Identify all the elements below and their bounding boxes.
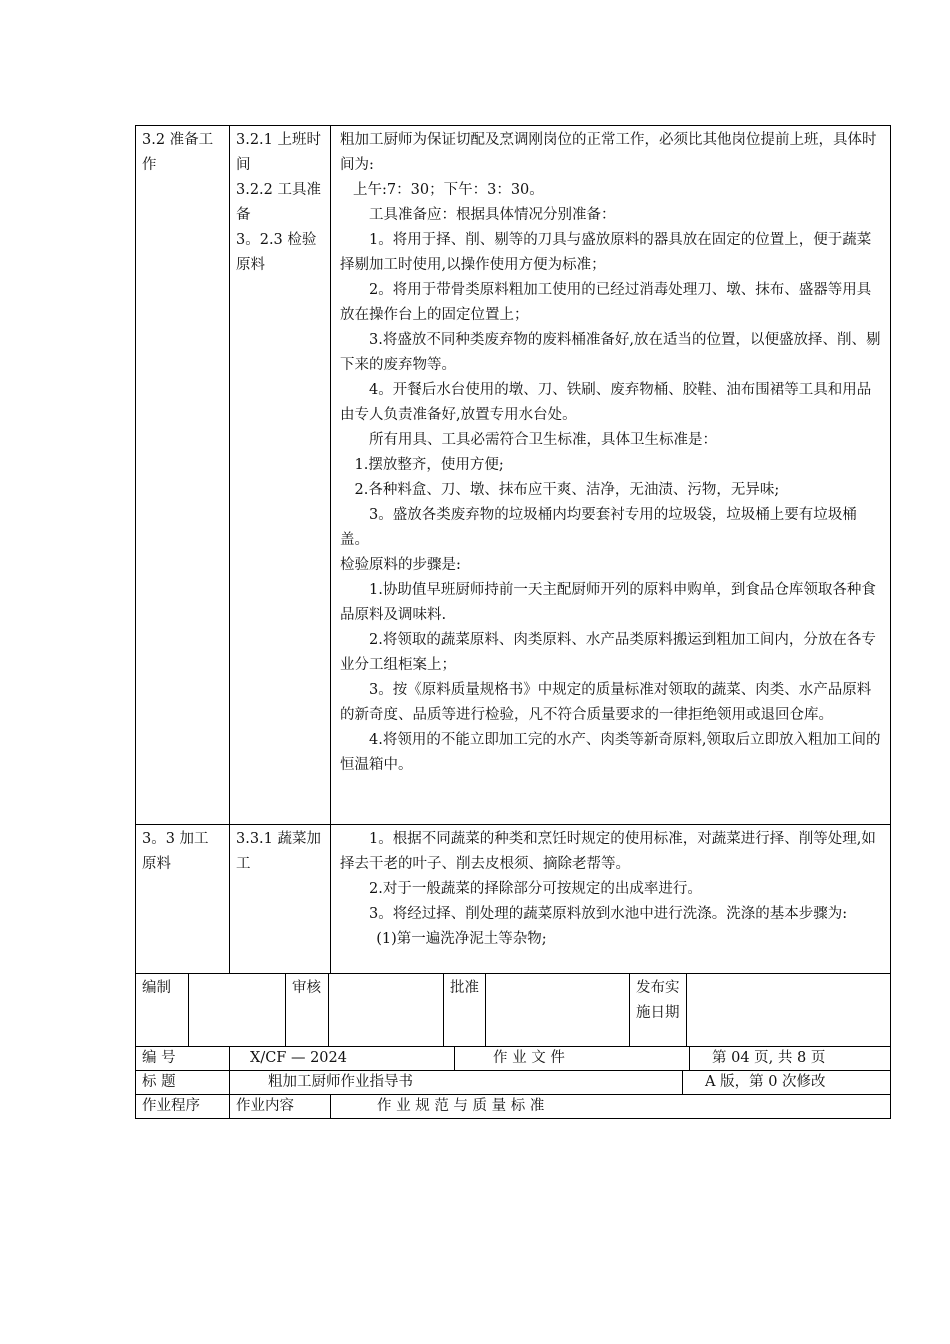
- procedure-table: [135, 125, 891, 974]
- paragraph: 2。将用于带骨类原料粗加工使用的已经过消毒处理刀、墩、抹布、盛器等用具放在操作台上的固定位置上；: [340, 282, 872, 323]
- sub-step-cell: [230, 126, 331, 825]
- paragraph: 检验原料的步骤是:: [340, 557, 461, 573]
- doc-number-value: X/CF — 2024: [230, 1047, 455, 1071]
- approve-label: 批准: [444, 974, 486, 1047]
- title-label: 标 题: [136, 1071, 230, 1095]
- sub-step-label: 3.2.2 工具准备: [236, 182, 322, 223]
- sub-step-label: 3.2.1 上班时间: [236, 132, 322, 173]
- sub-step-label: 3.3.1 蔬菜加工: [236, 831, 322, 872]
- column-content: 作业内容: [230, 1095, 331, 1119]
- paragraph: 1。将用于择、削、剔等的刀具与盛放原料的器具放在固定的位置上，便于蔬菜择剔加工时使用,以操作使用方便为标准；: [340, 232, 872, 273]
- paragraph: 3。将经过择、削处理的蔬菜原料放到水池中进行洗涤。洗涤的基本步骤为:: [369, 906, 848, 922]
- paragraph: 2.对于一般蔬菜的择除部分可按规定的出成率进行。: [369, 881, 702, 897]
- title-value: 粗加工厨师作业指导书: [230, 1071, 683, 1095]
- paragraph: 4。开餐后水台使用的墩、刀、铁刷、废弃物桶、胶鞋、油布围裙等工具和用品由专人负责准备好,放置专用水台处。: [340, 382, 872, 423]
- paragraph: 3。盛放各类废弃物的垃圾桶内均要套衬专用的垃圾袋，垃圾桶上要有垃圾桶盖。: [340, 507, 857, 548]
- version: A 版，第 0 次修改: [683, 1071, 891, 1095]
- paragraph: 上午:7：30；下午：3：30。: [353, 182, 544, 198]
- footer-row: [136, 1095, 891, 1119]
- paragraph: 所有用具、工具必需符合卫生标准，具体卫生标准是：: [369, 432, 717, 448]
- footer-table: [135, 1047, 891, 1071]
- compile-field: [189, 974, 286, 1047]
- footer-table: [135, 1071, 891, 1095]
- column-standard: 作 业 规 范 与 质 量 标 准: [331, 1095, 891, 1119]
- paragraph: 4.将领用的不能立即加工完的水产、肉类等新奇原料,领取后立即放入粗加工间的恒温箱中。: [340, 732, 881, 773]
- step-cell: 3。3 加工原料: [136, 825, 230, 974]
- sub-step-label: 3。2.3 检验原料: [236, 232, 317, 273]
- signature-row: [136, 974, 891, 1047]
- step-cell: 3.2 准备工作: [136, 126, 230, 825]
- paragraph: (1)第一遍洗净泥土等杂物;: [376, 931, 547, 947]
- paragraph: 2.各种料盒、刀、墩、抹布应干爽、洁净，无油渍、污物，无异味;: [354, 482, 780, 498]
- column-procedure: 作业程序: [136, 1095, 230, 1119]
- paragraph: 3.将盛放不同种类废弃物的废料桶准备好,放在适当的位置，以便盛放择、削、剔下来的废弃物等。: [340, 332, 881, 373]
- doc-type: 作 业 文 件: [455, 1047, 690, 1071]
- signature-table: [135, 974, 891, 1047]
- paragraph: 1.摆放整齐，使用方便;: [354, 457, 504, 473]
- sub-step-cell: [230, 825, 331, 974]
- review-label: 审核: [286, 974, 329, 1047]
- standard-cell: [331, 825, 891, 974]
- paragraph: 1.协助值早班厨师持前一天主配厨师开列的原料申购单，到食品仓库领取各种食品原料及调味料.: [340, 582, 876, 623]
- paragraph: 粗加工厨师为保证切配及烹调刚岗位的正常工作，必须比其他岗位提前上班，具体时间为:: [340, 132, 877, 173]
- standard-cell: [331, 126, 891, 825]
- compile-label: 编制: [136, 974, 189, 1047]
- paragraph: 1。根据不同蔬菜的种类和烹饪时规定的使用标准，对蔬菜进行择、削等处理,如择去干老的叶子、削去皮根须、摘除老帮等。: [340, 831, 876, 872]
- paragraph: 3。按《原料质量规格书》中规定的质量标准对领取的蔬菜、肉类、水产品原料的新奇度、品质等进行检验，凡不符合质量要求的一律拒绝领用或退回仓库。: [340, 682, 872, 723]
- footer-row: [136, 1071, 891, 1095]
- approve-field: [486, 974, 630, 1047]
- release-date-field: [687, 974, 891, 1047]
- review-field: [329, 974, 444, 1047]
- page-number: 第 04 页, 共 8 页: [690, 1047, 891, 1071]
- table-row: [136, 825, 891, 974]
- doc-number-label: 编 号: [136, 1047, 230, 1071]
- footer-table: [135, 1095, 891, 1119]
- paragraph: 2.将领取的蔬菜原料、肉类原料、水产品类原料搬运到粗加工间内，分放在各专业分工组柜案上；: [340, 632, 876, 673]
- work-instruction-sheet: [135, 125, 891, 1119]
- paragraph: 工具准备应：根据具体情况分别准备：: [369, 207, 616, 223]
- release-date-label: 发布实施日期: [630, 974, 687, 1047]
- footer-row: [136, 1047, 891, 1071]
- table-row: [136, 126, 891, 825]
